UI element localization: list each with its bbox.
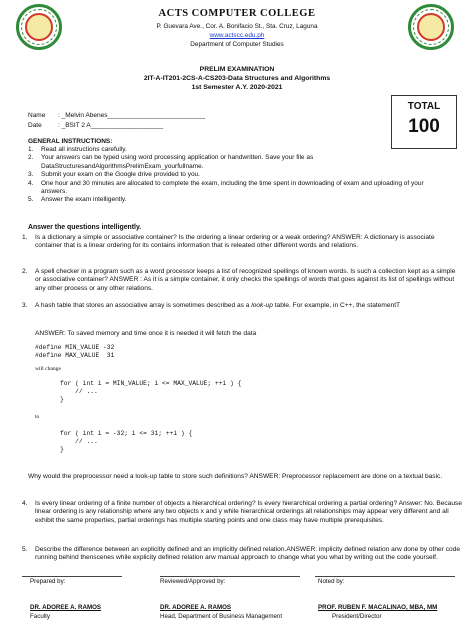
exam-course: 2IT-A-IT201-2CS-A-CS203-Data Structures and Algorithms <box>143 75 331 82</box>
signature-rule <box>22 576 122 577</box>
exam-semester: 1st Semester A.Y. 2020-2021 <box>191 84 283 91</box>
code-block-defines: #define MIN_VALUE -32 #define MAX_VALUE 31 <box>35 344 115 359</box>
signatory-2-name: DR. ADOREE A. RAMOS <box>160 604 232 611</box>
signatory-1-name: DR. ADOREE A. RAMOS <box>30 604 102 611</box>
total-score-box <box>391 95 457 149</box>
date-field[interactable]: : _BSIT 2 A____________________ <box>58 122 164 129</box>
instruction-item: 1. Read all instructions carefully. <box>28 146 127 153</box>
to-note: to <box>35 414 40 420</box>
exam-title: PRELIM EXAMINATION <box>199 66 275 73</box>
prepared-by-label: Prepared by: <box>30 578 66 585</box>
instruction-item: 3. Submit your exam on the Google drive provided to you. <box>28 171 200 179</box>
signatory-3-name: PROF. RUBEN F. MACALINAO, MBA, MM <box>318 604 438 611</box>
question-3: 3. A hash table that stores an associative array is sometimes described as a look-up table. For example, in C++, the statementT <box>22 302 401 309</box>
code-block-loop-before: for ( int i = MIN_VALUE; i <= MAX_VALUE; ++i ) { // ... } <box>60 380 242 403</box>
college-address: P. Guevara Ave., Cor. A. Bonifacio St., Sta. Cruz, Laguna <box>156 23 318 30</box>
noted-by-label: Noted by: <box>318 578 345 585</box>
question-5: 5. Describe the difference between an explicitly defined and an implicitly defined relation.ANSWER: implicity defined relation arw done by other code running behind thenscenes while explicity defined relation arw manual approach to change what you what by writing out the code yourself. <box>22 546 461 562</box>
signatory-3-role: President/Director <box>332 613 382 620</box>
question-2: 2. A spell checker in a program such as a word processor keeps a list of recognized spellings of known words. Is such a collection kept as a simple or associative container? ANSWER : As it is a simple container, it only checks the spellings of words that goes against its list of spellings without any other process or any other relations. <box>22 268 456 292</box>
signature-rule <box>315 576 455 577</box>
signatory-2-role: Head, Department of Business Management <box>160 613 283 620</box>
instruction-item: 5. Answer the exam intelligently. <box>28 196 127 204</box>
reviewed-by-label: Reviewed/Approved by: <box>160 578 226 585</box>
college-website-link[interactable]: www.actscc.edu.ph <box>209 32 265 39</box>
name-label: Name <box>28 112 46 119</box>
code-block-loop-after: for ( int i = -32; i <= 31; ++i ) { // ... } <box>60 430 193 453</box>
department-name: Department of Computer Studies <box>190 41 284 48</box>
instructions-list <box>28 146 448 205</box>
question-3-answer: ANSWER: To saved memory and time once it is needed it will fetch the data <box>35 330 257 337</box>
question-3-followup: Why would the preprocessor need a look-up table to store such definitions? ANSWER: Preprocessor replacement are done on a textual basic. <box>28 473 443 480</box>
date-label: Date <box>28 122 42 129</box>
instruction-item: 4. One hour and 30 minutes are allocated to complete the exam, including the time spent in downloading of exam and uploading of your answers. <box>28 179 424 196</box>
question-4: 4. Is every linear ordering of a finite number of objects a hierarchical ordering? Is every hierarchical ordering a partial ordering? Answer: No. Because linear ordering is any relationship where any two objects x and y while hierarchical orderings all relationships may appear very different and all exhibit the same properties, partial orderings has multiple starting points and one class may have multiple prerequisites. <box>22 500 462 524</box>
total-label: TOTAL <box>407 101 441 112</box>
questions-heading: Answer the questions intelligently. <box>28 224 142 231</box>
signatory-1-role: Faculty <box>30 613 50 620</box>
signature-rule <box>160 576 300 577</box>
college-name: ACTS COMPUTER COLLEGE <box>158 8 316 19</box>
instruction-item: 2. Your answers can be typed using word processing application or handwritten. Save your file as DataStructuresandAlgorithmsPrelimExam_yourfullname. <box>28 154 314 170</box>
instructions-heading: GENERAL INSTRUCTIONS: <box>28 138 113 145</box>
will-change-note: will change <box>35 366 61 372</box>
question-1: 1. Is a dictionary a simple or associative container? Is the ordering a linear ordering or a weak ordering? ANSWER: A dictionary is associate container that is a linear ordering for its contains information that is releated other different words and relations. <box>22 234 435 250</box>
total-value: 100 <box>408 116 440 137</box>
name-field[interactable]: : _Melvin Abenes___________________________ <box>58 112 206 119</box>
